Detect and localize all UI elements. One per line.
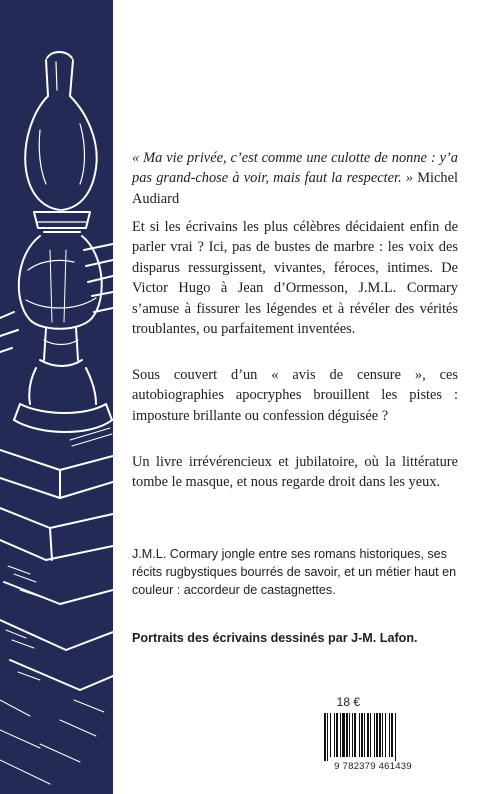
quote-author: Michel Audiard <box>132 170 458 207</box>
isbn-barcode <box>322 713 424 773</box>
oil-lamp-sketch-icon <box>0 0 113 794</box>
isbn-digits: 9 782379 461439 <box>334 761 412 772</box>
blurb-paragraph-2: Sous couvert d’un « avis de censure », ces autobiographies apocryphes brouillent les pistes : imposture brillante ou confession déguisée ? <box>132 367 458 424</box>
oil-lamp-illustration <box>0 0 113 794</box>
quote-text: « Ma vie privée, c’est comme une culotte de nonne : y’a pas grand-chose à voir, mais faut la respecter. » <box>132 150 458 187</box>
illustration-credit: Portraits des écrivains dessinés par J-M. Lafon. <box>132 631 418 645</box>
blurb-paragraph-1: Et si les écrivains les plus célèbres décidaient enfin de parler vrai ? Ici, pas de bustes de marbre : les voix des disparus ressurgissent, vivantes, féroces, intimes. De Victor Hugo à Jean d’Ormesson, J.M.L. Cormary s’amuse à fissurer les légendes et à révéler des vérités troublantes, ou parfaitement inventées. <box>132 219 458 338</box>
author-bio: J.M.L. Cormary jongle entre ses romans historiques, ses récits rugbystiques bourrés de savoir, et un métier haut en couleur : accordeur de castagnettes. <box>132 547 457 597</box>
blurb-paragraph-3: Un livre irrévérencieux et jubilatoire, où la littérature tombe le masque, et nous regarde droit dans les yeux. <box>132 454 458 491</box>
price-label: 18 € <box>336 695 360 709</box>
barcode-icon <box>322 713 424 761</box>
epigraph-quote <box>132 148 458 209</box>
